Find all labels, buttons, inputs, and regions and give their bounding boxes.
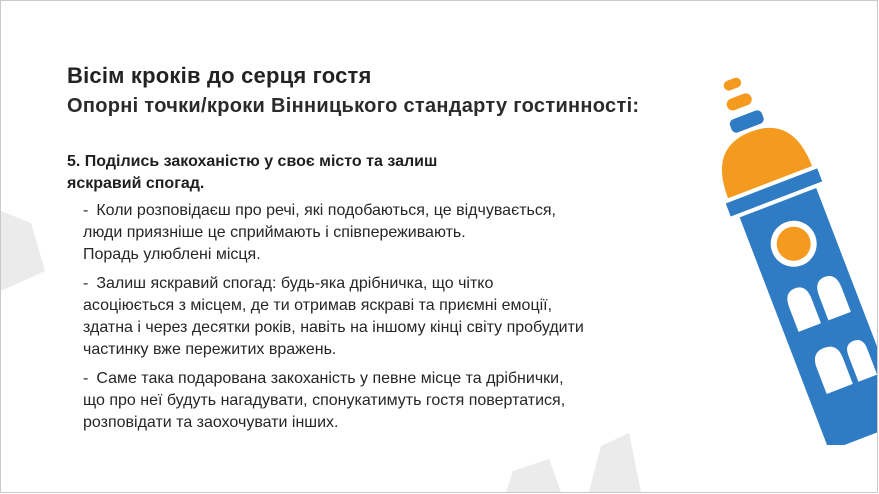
bullet-marker: - <box>83 370 89 387</box>
bullet-line: Саме така подарована закоханість у певне місце та дрібнички, <box>96 370 564 387</box>
bullet-item <box>67 368 757 434</box>
bullet-line: здатна і через десятки років, навіть на іншому кінці світу пробудити <box>83 319 584 336</box>
bullet-line: асоціюється з місцем, де ти отримав яскраві та приємні емоції, <box>83 297 553 314</box>
bullet-marker: - <box>83 275 89 292</box>
tower-illustration <box>719 65 877 445</box>
step-heading <box>67 151 627 195</box>
bullet-item <box>67 200 757 266</box>
bullet-list <box>67 200 757 441</box>
step-heading-line-1: 5. Поділись закоханістю у своє місто та залиш <box>67 153 438 170</box>
bullet-line: частинку вже пережитих вражень. <box>83 341 337 358</box>
bullet-line: Порадь улюблені місця. <box>83 246 261 263</box>
bullet-line: Коли розповідаєш про речі, які подобаються, це відчувається, <box>96 202 556 219</box>
tower-spire-ring <box>725 92 754 113</box>
bullet-line: що про неї будуть нагадувати, спонукатимуть гостя повертатися, <box>83 392 566 409</box>
bullet-line: Залиш яскравий спогад: будь-яка дрібничка, що чітко <box>96 275 494 292</box>
bullet-marker: - <box>83 202 89 219</box>
slide-title: Вісім кроків до серця гостя <box>67 63 372 88</box>
bullet-line: люди приязніше це сприймають і співпереживають. <box>83 224 466 241</box>
background-shape-left <box>1 211 45 291</box>
slide-subtitle: Опорні точки/кроки Вінницького стандарту гостинності: <box>67 95 640 117</box>
tower-spire-ring-top <box>722 76 742 92</box>
background-shape-bottom <box>506 433 641 492</box>
bullet-item <box>67 273 757 361</box>
step-heading-line-2: яскравий спогад. <box>67 175 205 192</box>
bullet-line: розповідати та заохочувати інших. <box>83 414 339 431</box>
